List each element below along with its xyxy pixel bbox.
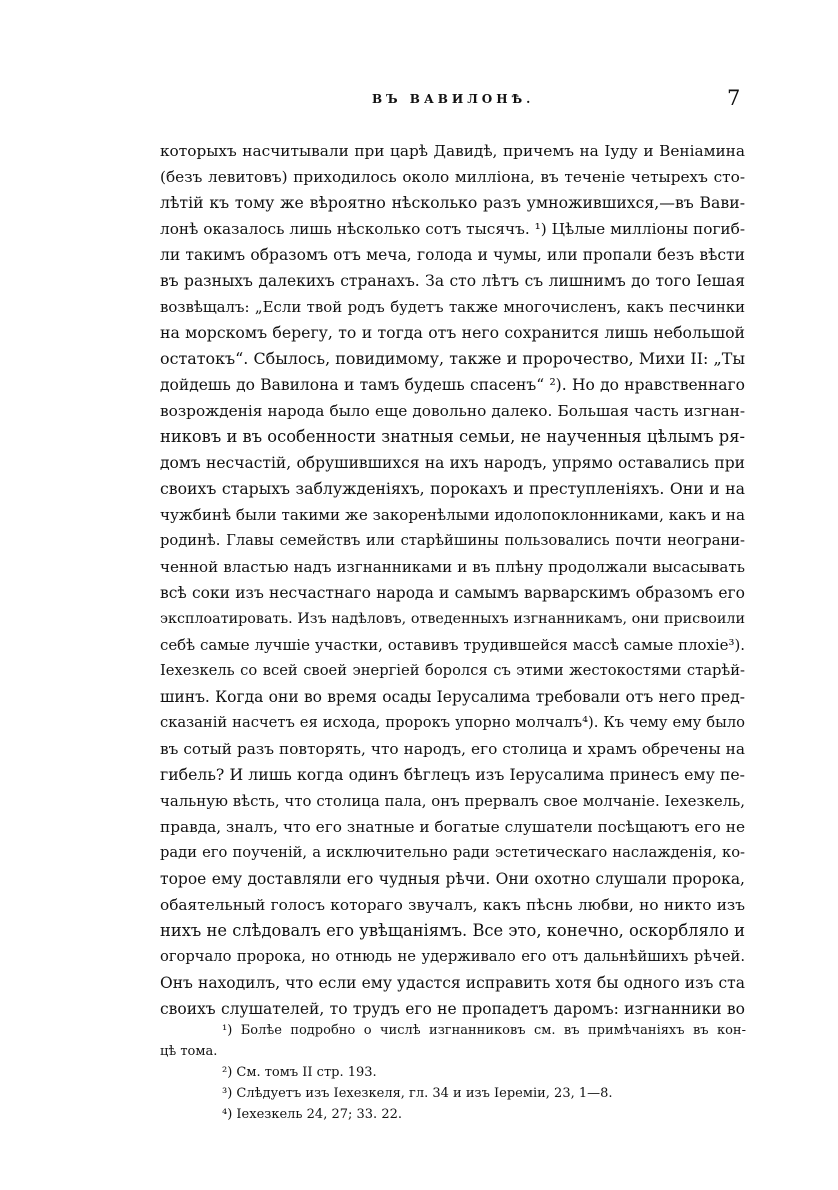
text-line: Іехезкель со всей своей энергіей боролся съ этими жестокостями старѣй- xyxy=(160,662,745,679)
text-line: гибель? И лишь когда одинъ бѣглецъ изъ Іерусалима принесъ ему пе- xyxy=(160,765,745,784)
text-line: (безъ левитовъ) приходилось около милліона, въ теченіе четырехъ сто- xyxy=(160,168,745,186)
text-line: своихъ старыхъ заблужденіяхъ, порокахъ и преступленіяхъ. Они и на xyxy=(160,479,745,498)
text-line: своихъ слушателей, то трудъ его не пропадетъ даромъ: изгнанники во xyxy=(160,1000,745,1018)
text-line: ли такимъ образомъ отъ меча, голода и чумы, или пропали безъ вѣсти xyxy=(160,246,745,264)
footnote-3: ³) Слѣдуетъ изъ Іехезкеля, гл. 34 и изъ Іереміи, 23, 1—8. xyxy=(222,1086,613,1101)
text-line: эксплоатировать. Изъ надѣловъ, отведенныхъ изгнанникамъ, они присвоили xyxy=(160,611,745,627)
text-line: лонѣ оказалось лишь нѣсколько сотъ тысячъ. ¹) Цѣлые милліоны погиб- xyxy=(160,220,745,238)
text-line: чужбинѣ были такими же закоренѣлыми идолопоклонниками, какъ и на xyxy=(160,506,745,524)
text-line: шинъ. Когда они во время осады Іерусалима требовали отъ него пред- xyxy=(160,688,745,706)
text-line: въ сотый разъ повторять, что народъ, его столица и храмъ обречены на xyxy=(160,740,745,758)
text-line: правда, зналъ, что его знатные и богатые слушатели посѣщаютъ его не xyxy=(160,818,745,836)
text-line: сказаній насчетъ ея исхода, пророкъ упорно молчалъ⁴). Къ чему ему было xyxy=(160,714,745,731)
text-line: домъ несчастій, обрушившихся на ихъ народъ, упрямо оставались при xyxy=(160,454,745,472)
footnote-1: ¹) Болѣе подробно о числѣ изгнанниковъ см. въ примѣчаніяхъ въ кон- xyxy=(222,1023,746,1038)
text-line: чальную вѣсть, что столица пала, онъ прервалъ свое молчаніе. Іехезкель, xyxy=(160,792,745,810)
text-line: Онъ находилъ, что если ему удастся исправить хотя бы одного изъ ста xyxy=(160,974,745,992)
text-line: ченной властью надъ изгнанниками и въ плѣну продолжали высасывать xyxy=(160,558,745,576)
text-line: остатокъ“. Сбылось, повидимому, также и пророчество, Михи II: „Ты xyxy=(160,349,745,368)
text-line: огорчало пророка, но отнюдь не удерживало его отъ дальнѣйшихъ рѣчей. xyxy=(160,948,745,965)
running-head: ВЪ ВАВИЛОНѢ. xyxy=(372,92,535,106)
body-text xyxy=(160,138,745,1022)
text-line: возвѣщалъ: „Если твой родъ будетъ также многочисленъ, какъ песчинки xyxy=(160,298,745,316)
text-line: дойдешь до Вавилона и тамъ будешь спасенъ“ ²). Но до нравственнаго xyxy=(160,376,745,394)
text-line: лѣтій къ тому же вѣроятно нѣсколько разъ умножившихся,—въ Вави- xyxy=(160,193,745,212)
footnote-4: ⁴) Іехезкель 24, 27; 33. 22. xyxy=(222,1107,402,1122)
text-line: торое ему доставляли его чудныя рѣчи. Они охотно слушали пророка, xyxy=(160,870,745,888)
text-line: которыхъ насчитывали при царѣ Давидѣ, причемъ на Іуду и Веніамина xyxy=(160,142,745,160)
footnote-1-continuation: цѣ тома. xyxy=(160,1044,218,1059)
text-line: обаятельный голосъ котораго звучалъ, какъ пѣснь любви, но никто изъ xyxy=(160,896,745,914)
text-line: возрожденія народа было еще довольно далеко. Большая часть изгнан- xyxy=(160,402,745,420)
footnote-2: ²) См. томъ II стр. 193. xyxy=(222,1065,377,1080)
footnotes xyxy=(160,1020,746,1125)
text-line: никовъ и въ особенности знатныя семьи, не наученныя цѣлымъ ря- xyxy=(160,427,745,446)
text-line: нихъ не слѣдовалъ его увѣщаніямъ. Все это, конечно, оскорбляло и xyxy=(160,921,745,940)
text-line: себѣ самые лучшіе участки, оставивъ трудившейся массѣ самые плохіе³). xyxy=(160,636,745,654)
text-line: ради его поученій, а исключительно ради эстетическаго наслажденія, ко- xyxy=(160,844,745,861)
text-line: на морскомъ берегу, то и тогда отъ него сохранится лишь небольшой xyxy=(160,323,745,342)
text-line: въ разныхъ далекихъ странахъ. За сто лѣтъ съ лишнимъ до того Іешая xyxy=(160,272,745,290)
text-line: всѣ соки изъ несчастнаго народа и самымъ варварскимъ образомъ его xyxy=(160,584,745,602)
text-line: родинѣ. Главы семействъ или старѣйшины пользовались почти неограни- xyxy=(160,532,745,549)
page-number: 7 xyxy=(727,86,741,110)
